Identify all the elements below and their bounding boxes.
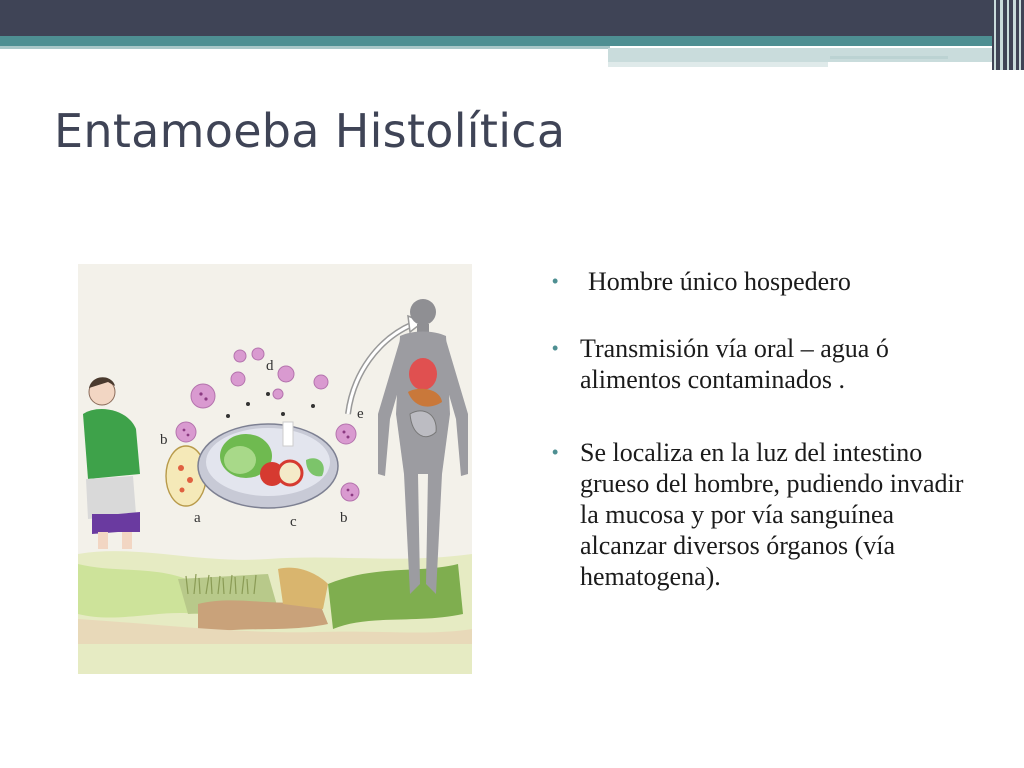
- bullet-text: Transmisión vía oral – agua ó alimentos contaminados .: [580, 334, 889, 394]
- bullet-list: [550, 266, 970, 628]
- header-light-line: [830, 56, 948, 59]
- header-light-bar: [608, 48, 1003, 62]
- bullet-text: Se localiza en la luz del intestino grueso del hombre, pudiendo invadir la mucosa y por vía sanguínea alcanzar diversos órganos (vía hematogena).: [580, 438, 964, 591]
- header-light-bar-small: [608, 62, 828, 67]
- header-vertical-stripes: [992, 0, 1024, 70]
- bullet-item: [550, 266, 970, 297]
- life-cycle-illustration: [78, 264, 472, 674]
- label-b-right: b: [340, 510, 348, 526]
- label-b-left: b: [160, 432, 168, 448]
- bullet-item: [550, 333, 970, 395]
- label-d: d: [266, 358, 274, 374]
- label-a: a: [194, 510, 201, 526]
- bullet-item: [550, 437, 970, 592]
- label-c: c: [290, 514, 297, 530]
- bullet-marker: •: [552, 338, 559, 358]
- bullet-marker: •: [552, 442, 559, 462]
- header-thin-line: [0, 46, 610, 49]
- header-accent-stripe: [0, 36, 1024, 46]
- header-band: [0, 0, 1024, 36]
- bullet-text: Hombre único hospedero: [588, 267, 851, 296]
- label-e: e: [357, 406, 364, 422]
- slide-title: Entamoeba Histolítica: [54, 104, 566, 158]
- bullet-marker: •: [552, 271, 559, 291]
